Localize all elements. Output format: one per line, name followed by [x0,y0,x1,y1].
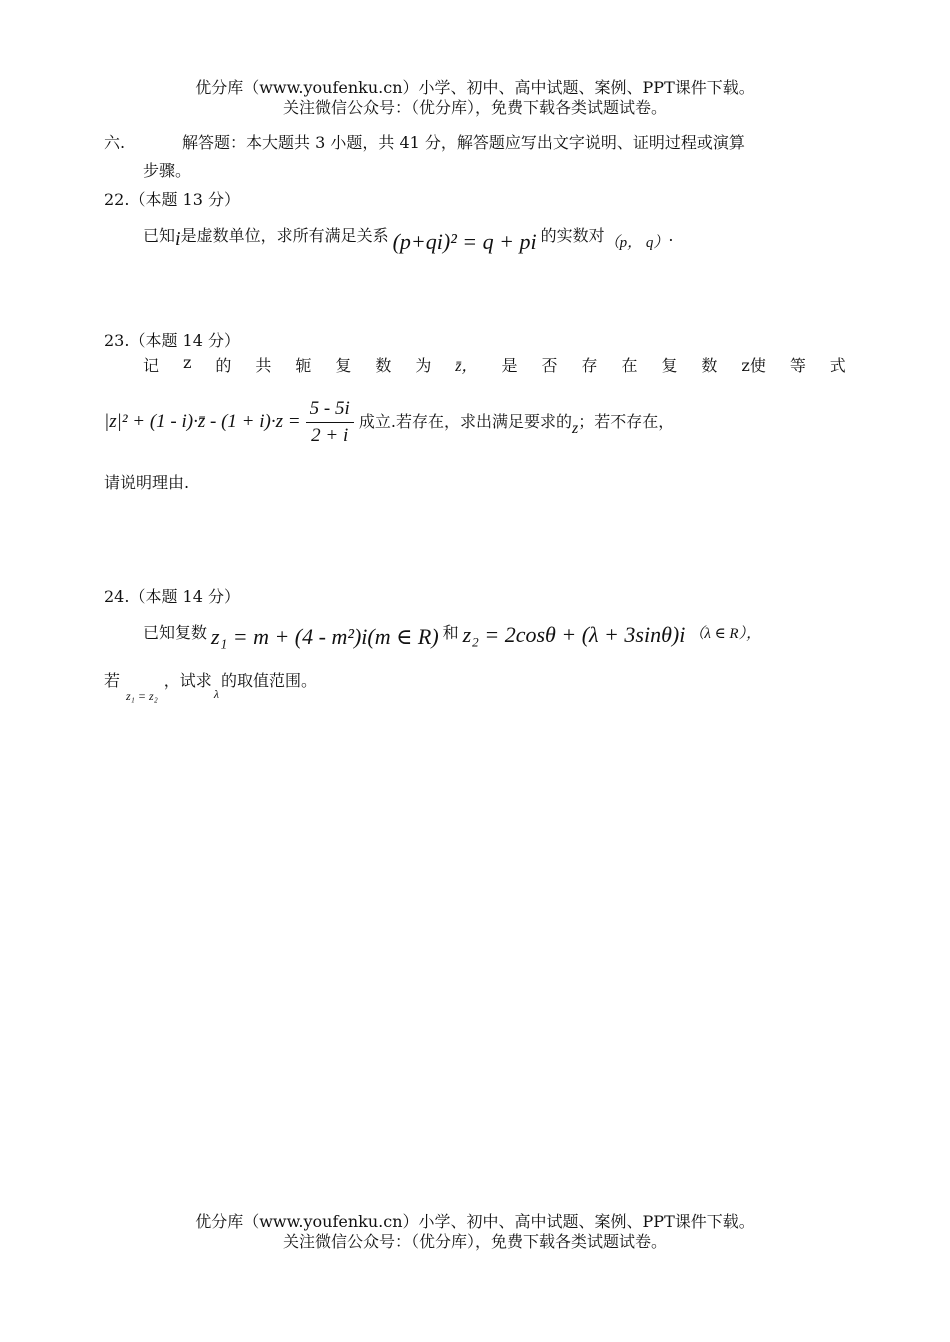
q23-char: 轭 [295,356,312,375]
q24-condition: （λ ∈ R）， [689,626,762,642]
q23-char: z̄， [455,358,478,375]
header-line-2: 关注微信公众号：（优分库），免费下载各类试题试卷。 [282,98,667,117]
q22-pair: （p， q） [604,235,669,251]
q22-var-i: i [175,228,181,250]
footer-line-1: 优分库（www.youfenku.cn）小学、初中、高中试题、案例、PPT课件下载。 [195,1212,755,1231]
q23-text-a: 成立.若存在，求出满足要求的 [358,412,572,431]
q22-number: 22.（本题 13 分） [104,190,240,209]
q23-line-2 [104,398,674,447]
q24-var-lambda: λ [213,687,220,701]
q24-line-2 [104,668,318,703]
q23-char: 记 [143,356,160,375]
q23-char: 数 [375,356,392,375]
q23-frac-numerator: 5 - 5i [306,398,354,423]
q24-equation: z₁ = z₂ [126,689,158,703]
q23-char: z使 [741,356,766,375]
q23-char: 复 [661,356,678,375]
header-line-1: 优分库（www.youfenku.cn）小学、初中、高中试题、案例、PPT课件下载。 [195,78,755,97]
q24-text-and: 和 [442,623,459,642]
q23-number: 23.（本题 14 分） [104,331,240,350]
q23-char: 否 [541,356,558,375]
q22-text-b: 是虚数单位，求所有满足关系 [180,226,389,245]
q24-number: 24.（本题 14 分） [104,587,240,606]
q22-end: . [668,226,674,245]
section-title-line-1: 解答题：本大题共 3 小题，共 41 分，解答题应写出文字说明、证明过程或演算 [182,133,745,152]
footer-line-2: 关注微信公众号：（优分库），免费下载各类试题试卷。 [282,1232,667,1251]
q24-line-1 [143,618,762,649]
q24-text-c: 的取值范围。 [221,671,318,690]
q23-char: 的 [215,356,232,375]
q22-body [143,221,674,254]
q23-line-1 [143,353,846,376]
q24-z1-formula: z₁ = m + (4 - m²)i(m ∈ R) [211,624,439,649]
q24-text-a: 已知复数 [143,623,208,642]
section-title-line-2: 步骤。 [143,161,192,180]
q23-frac-denominator: 2 + i [311,425,349,446]
q22-formula: (p+qi)² = q + pi [392,229,537,254]
q22-text-a: 已知 [143,226,176,245]
section-number: 六. [104,133,126,152]
q23-char: 共 [255,356,272,375]
q23-line-3: 请说明理由. [104,473,190,492]
q24-z2-formula: z₂ = 2cosθ + (λ + 3sinθ)i [462,622,686,647]
q24-text-b: ，试求 [163,671,212,690]
q23-char: z [182,353,192,372]
q22-text-c: 的实数对 [540,226,605,245]
q23-text-b: ；若不存在， [578,412,675,431]
q23-var-z: z [571,420,579,437]
q23-formula-left: |z|² + (1 - i)·z̄ - (1 + i)·z = [104,411,301,432]
q23-char: 复 [335,356,352,375]
q23-char: 数 [701,356,718,375]
q23-char: 等 [789,356,806,375]
q23-char: 式 [829,356,846,375]
q23-char: 存 [581,356,598,375]
q23-fraction [306,398,354,447]
q24-text-if: 若 [104,671,121,690]
q23-char: 为 [415,356,432,375]
q23-char: 在 [621,356,638,375]
q23-char: 是 [501,356,518,375]
